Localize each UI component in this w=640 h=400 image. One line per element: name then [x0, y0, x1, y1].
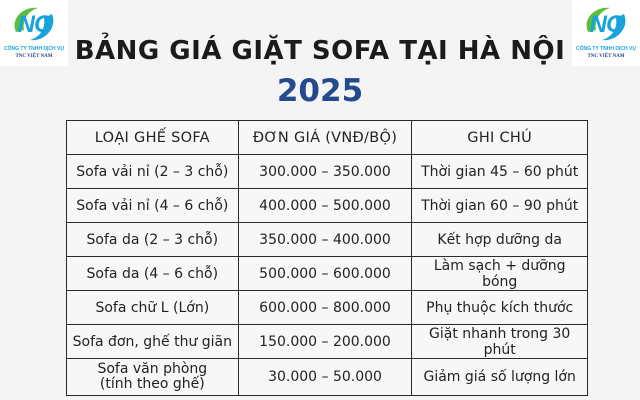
cell-price: 600.000 – 800.000 — [238, 291, 412, 325]
cell-note: Thời gian 45 – 60 phút — [412, 155, 588, 189]
cell-price: 300.000 – 350.000 — [238, 155, 412, 189]
cell-note: Làm sạch + dưỡng bóng — [412, 257, 588, 291]
logo-company-name: CÔNG TY TNHH DỊCH VỤ — [576, 46, 636, 52]
cell-price: 150.000 – 200.000 — [238, 325, 412, 359]
cell-price: 30.000 – 50.000 — [238, 359, 412, 396]
table-row — [67, 257, 588, 291]
header-sofa-type: LOẠI GHẾ SOFA — [67, 121, 239, 155]
cell-note: Giặt nhanh trong 30 phút — [412, 325, 588, 359]
cell-price: 350.000 – 400.000 — [238, 223, 412, 257]
cell-note: Giảm giá số lượng lớn — [412, 359, 588, 396]
table-row — [67, 291, 588, 325]
header-price: ĐƠN GIÁ (VNĐ/BỘ) — [238, 121, 412, 155]
page-title: BẢNG GIÁ GIẶT SOFA TẠI HÀ NỘI — [74, 36, 566, 66]
page-year: 2025 — [276, 73, 364, 109]
cell-note: Kết hợp dưỡng da — [412, 223, 588, 257]
cell-sofa-type-line1: Sofa văn phòng — [97, 361, 208, 377]
cell-sofa-type: Sofa vải nỉ (2 – 3 chỗ) — [67, 155, 239, 189]
cell-sofa-type: Sofa đơn, ghế thư giãn — [67, 325, 239, 359]
cell-note: Thời gian 60 – 90 phút — [412, 189, 588, 223]
logo-mark-text: NC — [589, 11, 623, 38]
cell-sofa-type: Sofa vải nỉ (4 – 6 chỗ) — [67, 189, 239, 223]
table-row — [67, 155, 588, 189]
table-row — [67, 223, 588, 257]
price-table — [66, 120, 588, 396]
cell-price: 400.000 – 500.000 — [238, 189, 412, 223]
table-row — [67, 359, 588, 396]
header-note: GHI CHÚ — [412, 121, 588, 155]
table-row — [67, 325, 588, 359]
cell-sofa-type-line2: (tính theo ghế) — [99, 376, 205, 392]
cell-sofa-type: Sofa da (4 – 6 chỗ) — [67, 257, 239, 291]
logo-brand-name: TNC VIỆT NAM — [15, 54, 53, 59]
cell-price: 500.000 – 600.000 — [238, 257, 412, 291]
cell-sofa-type: Sofa da (2 – 3 chỗ) — [67, 223, 239, 257]
cell-sofa-type: Sofa chữ L (Lớn) — [67, 291, 239, 325]
logo-brand-name: TNC VIỆT NAM — [587, 54, 625, 59]
table-row — [67, 189, 588, 223]
logo-company-name: CÔNG TY TNHH DỊCH VỤ — [4, 46, 64, 52]
cell-sofa-type — [67, 359, 239, 396]
table-header-row — [67, 121, 588, 155]
cell-note: Phụ thuộc kích thước — [412, 291, 588, 325]
logo-mark-text: NC — [17, 11, 51, 38]
